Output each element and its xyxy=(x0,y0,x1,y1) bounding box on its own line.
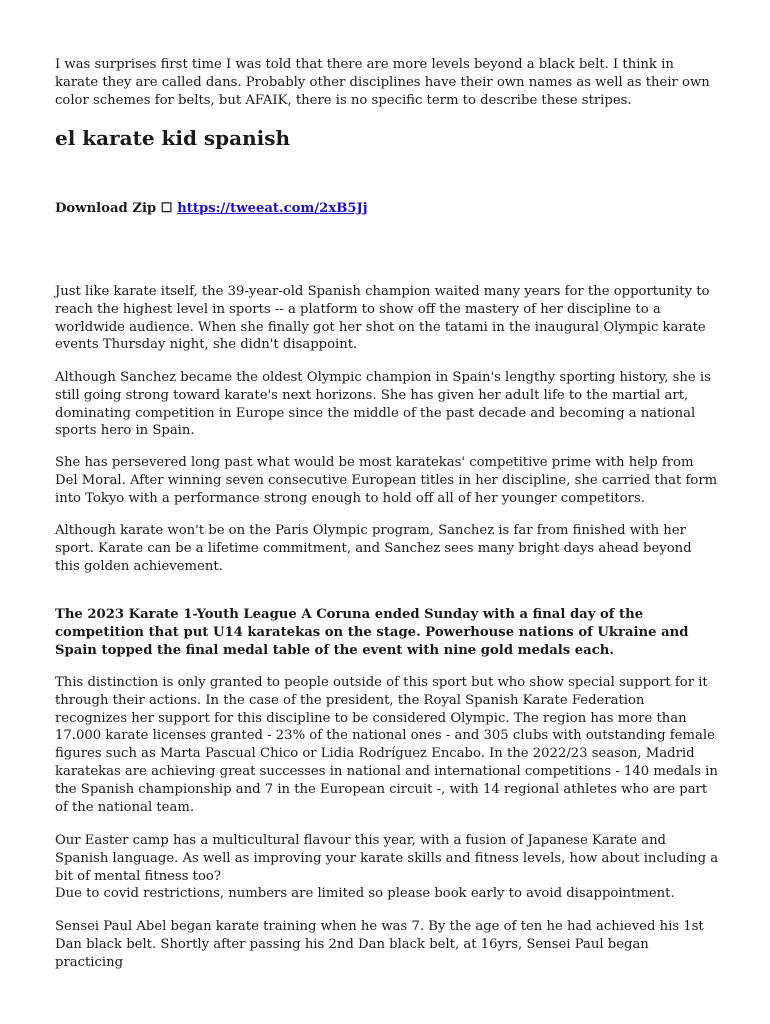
paragraph-1: Just like karate itself, the 39-year-old Spanish champion waited many years for the opportunity to reach the highest level in sports -- a platform to show off the mastery of her discipline to a worldwide audience. When she finally got her shot on the tatami in the inaugural Olympic karate events Thursday night, she didn't disappoint. xyxy=(55,284,710,353)
paragraph-7: Sensei Paul Abel began karate training when he was 7. By the age of ten he had achieved his 1st Dan black belt. Shortly after passing his 2nd Dan black belt, at 16yrs, Sensei Paul began practicing xyxy=(55,919,704,970)
paragraph-6-note: Due to covid restrictions, numbers are limited so please book early to avoid disappointment. xyxy=(55,886,675,902)
paragraph-5: This distinction is only granted to people outside of this sport but who show special support for it through their actions. In the case of the president, the Royal Spanish Karate Federation recognizes her support for this discipline to be considered Olympic. The region has more than 17.000 karate licenses granted - 23% of the national ones - and 305 clubs with outstanding female figures such as Marta Pascual Chico or Lidia Rodríguez Encabo. In the 2022/23 season, Madrid karatekas are achieving great successes in national and international competitions - 140 medals in the Spanish championship and 7 in the European circuit -, with 14 regional athletes who are part of the national team. xyxy=(55,675,718,815)
paragraph-6-text: Our Easter camp has a multicultural flavour this year, with a fusion of Japanese Karate and Spanish language. As well as improving your karate skills and fitness levels, how about including a bit of mental fitness too? xyxy=(55,833,719,884)
bold-paragraph: The 2023 Karate 1-Youth League A Coruna ended Sunday with a final day of the competition that put U14 karatekas on the stage. Powerhouse nations of Ukraine and Spain topped the final medal table of the event with nine gold medals each. xyxy=(55,607,689,658)
download-line xyxy=(55,200,720,218)
download-label: Download Zip ☐ xyxy=(55,201,178,216)
page-title: el karate kid spanish xyxy=(55,126,291,150)
intro-paragraph: I was surprises first time I was told that there are more levels beyond a black belt. I think in karate they are called dans. Probably other disciplines have their own names as well as their own color schemes for belts, but AFAIK, there is no specific term to describe these stripes. xyxy=(55,57,710,108)
paragraph-3: She has persevered long past what would be most karatekas' competitive prime with help from Del Moral. After winning seven consecutive European titles in her discipline, she carried that form into Tokyo with a performance strong enough to hold off all of her younger competitors. xyxy=(55,455,718,506)
download-link[interactable]: https://tweeat.com/2xB5Jj xyxy=(177,201,368,216)
paragraph-6 xyxy=(55,832,720,903)
paragraph-4: Although karate won't be on the Paris Olympic program, Sanchez is far from finished with her sport. Karate can be a lifetime commitment, and Sanchez sees many bright days ahead beyond this golden achievement. xyxy=(55,523,692,574)
paragraph-2: Although Sanchez became the oldest Olympic champion in Spain's lengthy sporting history, she is still going strong toward karate's next horizons. She has given her adult life to the martial art, dominating competition in Europe since the middle of the past decade and becoming a national sports hero in Spain. xyxy=(55,370,711,439)
